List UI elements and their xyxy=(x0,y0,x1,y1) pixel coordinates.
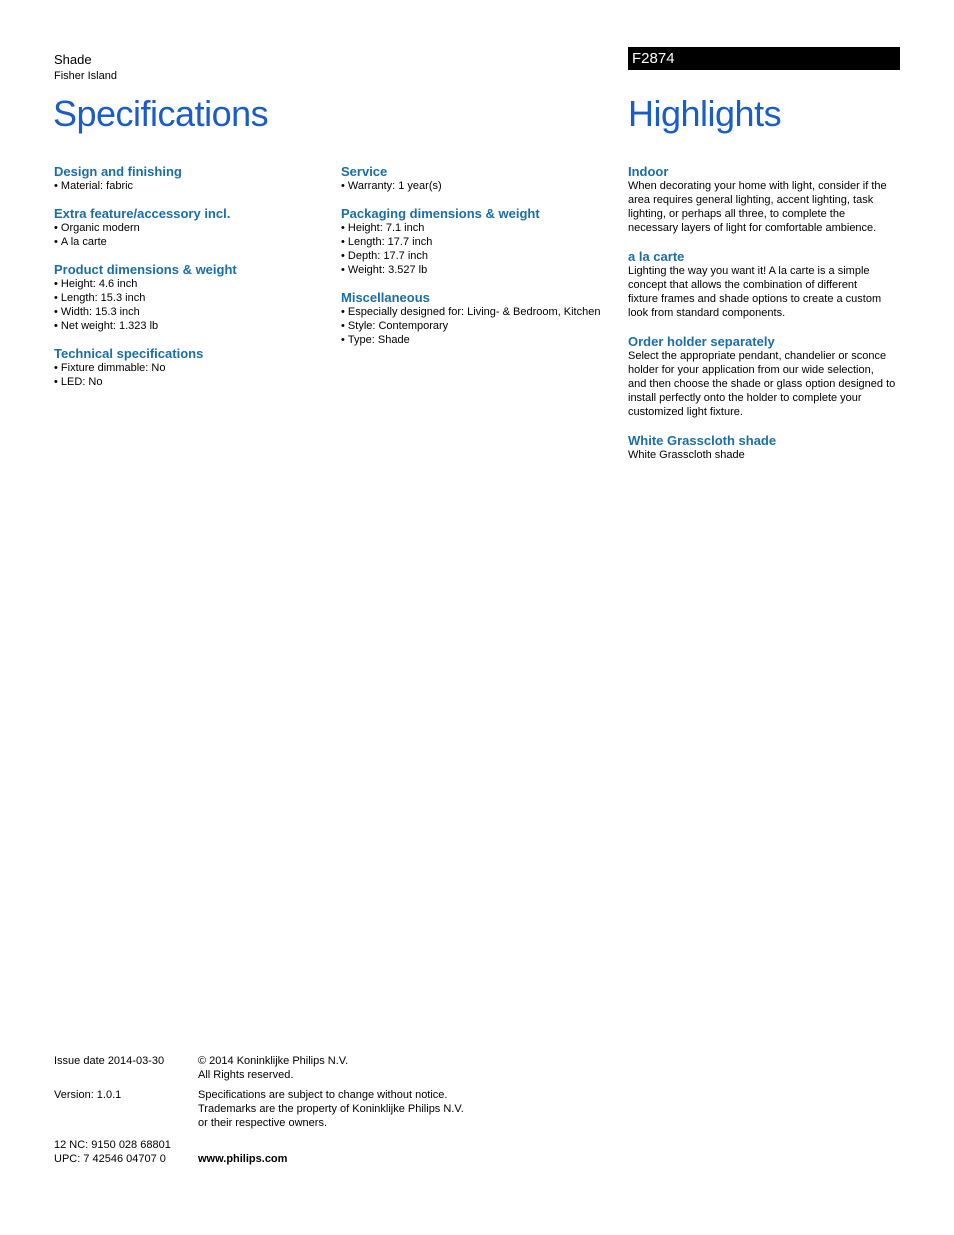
product-type: Shade xyxy=(54,52,92,67)
spec-item: • Weight: 3.527 lb xyxy=(341,263,621,277)
highlight-text-line: White Grasscloth shade xyxy=(628,449,745,461)
specs-column-1 xyxy=(54,164,324,402)
highlight-text-line: customized light fixture. xyxy=(628,406,743,418)
spec-item: • Fixture dimmable: No xyxy=(54,361,324,375)
spec-list xyxy=(341,305,621,347)
highlight-text-line: install perfectly onto the holder to complete your xyxy=(628,392,862,404)
website-link[interactable]: www.philips.com xyxy=(198,1153,288,1165)
spec-item: • Length: 15.3 inch xyxy=(54,291,324,305)
highlight-text-line: lighting, or perhaps all three, to complete the xyxy=(628,208,846,220)
spec-list xyxy=(54,277,324,333)
spec-item: • LED: No xyxy=(54,375,324,389)
model-number-bar: F2874 xyxy=(628,47,900,70)
spec-item: • Style: Contemporary xyxy=(341,319,621,333)
highlight-text-line: necessary layers of light for comfortable ambience. xyxy=(628,222,877,234)
highlight-text-line: area requires general lighting, accent lighting, task xyxy=(628,194,874,206)
highlights-heading: Highlights xyxy=(628,93,782,134)
spec-list xyxy=(341,221,621,277)
notice-line-3: or their respective owners. xyxy=(198,1117,327,1129)
highlight-a-la-carte xyxy=(628,249,903,320)
highlight-text-line: fixture frames and shade options to create a custom xyxy=(628,293,882,305)
notice-line-2: Trademarks are the property of Koninklijke Philips N.V. xyxy=(198,1103,464,1115)
issue-date: Issue date 2014-03-30 xyxy=(54,1055,165,1067)
spec-section-title: Extra feature/accessory incl. xyxy=(54,206,231,221)
spec-item: • Warranty: 1 year(s) xyxy=(341,179,621,193)
highlight-text xyxy=(628,349,903,419)
upc-code: UPC: 7 42546 04707 0 xyxy=(54,1153,166,1165)
highlight-text-line: concept that allows the combination of different xyxy=(628,279,858,291)
spec-section-extra-feature-accessory-incl xyxy=(54,206,324,249)
highlight-order-holder-separately xyxy=(628,334,903,419)
highlight-text xyxy=(628,264,903,320)
spec-item: • Type: Shade xyxy=(341,333,621,347)
highlight-text-line: Select the appropriate pendant, chandelier or sconce xyxy=(628,350,887,362)
highlight-title: a la carte xyxy=(628,249,685,264)
spec-section-title: Packaging dimensions & weight xyxy=(341,206,540,221)
spec-item: • Width: 15.3 inch xyxy=(54,305,324,319)
highlight-title: Order holder separately xyxy=(628,334,775,349)
spec-item: • Depth: 17.7 inch xyxy=(341,249,621,263)
spec-list xyxy=(54,179,324,193)
highlight-title: Indoor xyxy=(628,164,669,179)
product-line: Fisher Island xyxy=(54,70,117,82)
specifications-heading: Specifications xyxy=(53,93,269,134)
highlight-title: White Grasscloth shade xyxy=(628,433,777,448)
version: Version: 1.0.1 xyxy=(54,1089,122,1101)
spec-section-title: Technical specifications xyxy=(54,346,204,361)
notice-line-1: Specifications are subject to change without notice. xyxy=(198,1089,448,1101)
spec-section-design-and-finishing xyxy=(54,164,324,193)
highlight-white-grasscloth-shade xyxy=(628,433,903,462)
specs-column-2 xyxy=(341,164,621,360)
spec-section-title: Design and finishing xyxy=(54,164,182,179)
highlight-text-line: Lighting the way you want it! A la carte is a simple xyxy=(628,265,870,277)
spec-list xyxy=(341,179,621,193)
spec-item: • Net weight: 1.323 lb xyxy=(54,319,324,333)
spec-list xyxy=(54,361,324,389)
spec-section-title: Miscellaneous xyxy=(341,290,430,305)
spec-item: • Height: 4.6 inch xyxy=(54,277,324,291)
highlight-text-line: When decorating your home with light, consider if the xyxy=(628,180,887,192)
copyright-line-2: All Rights reserved. xyxy=(198,1069,294,1081)
spec-list xyxy=(54,221,324,249)
copyright-line-1: © 2014 Koninklijke Philips N.V. xyxy=(198,1055,349,1067)
spec-section-product-dimensions-weight xyxy=(54,262,324,333)
spec-section-miscellaneous xyxy=(341,290,621,347)
highlights-column xyxy=(628,164,903,476)
highlight-text xyxy=(628,448,903,462)
spec-item: • Especially designed for: Living- & Bedroom, Kitchen xyxy=(341,305,621,319)
spec-item: • A la carte xyxy=(54,235,324,249)
spec-item: • Material: fabric xyxy=(54,179,324,193)
highlight-text-line: look from standard components. xyxy=(628,307,786,319)
spec-item: • Organic modern xyxy=(54,221,324,235)
spec-section-title: Product dimensions & weight xyxy=(54,262,237,277)
highlight-text-line: holder for your application from our wide selection, xyxy=(628,364,874,376)
highlight-text-line: and then choose the shade or glass option designed to xyxy=(628,378,896,390)
spec-section-title: Service xyxy=(341,164,388,179)
highlight-indoor xyxy=(628,164,903,235)
spec-item: • Height: 7.1 inch xyxy=(341,221,621,235)
highlight-text xyxy=(628,179,903,235)
spec-item: • Length: 17.7 inch xyxy=(341,235,621,249)
spec-section-packaging-dimensions-weight xyxy=(341,206,621,277)
spec-section-technical-specifications xyxy=(54,346,324,389)
nc-code: 12 NC: 9150 028 68801 xyxy=(54,1139,171,1151)
spec-section-service xyxy=(341,164,621,193)
